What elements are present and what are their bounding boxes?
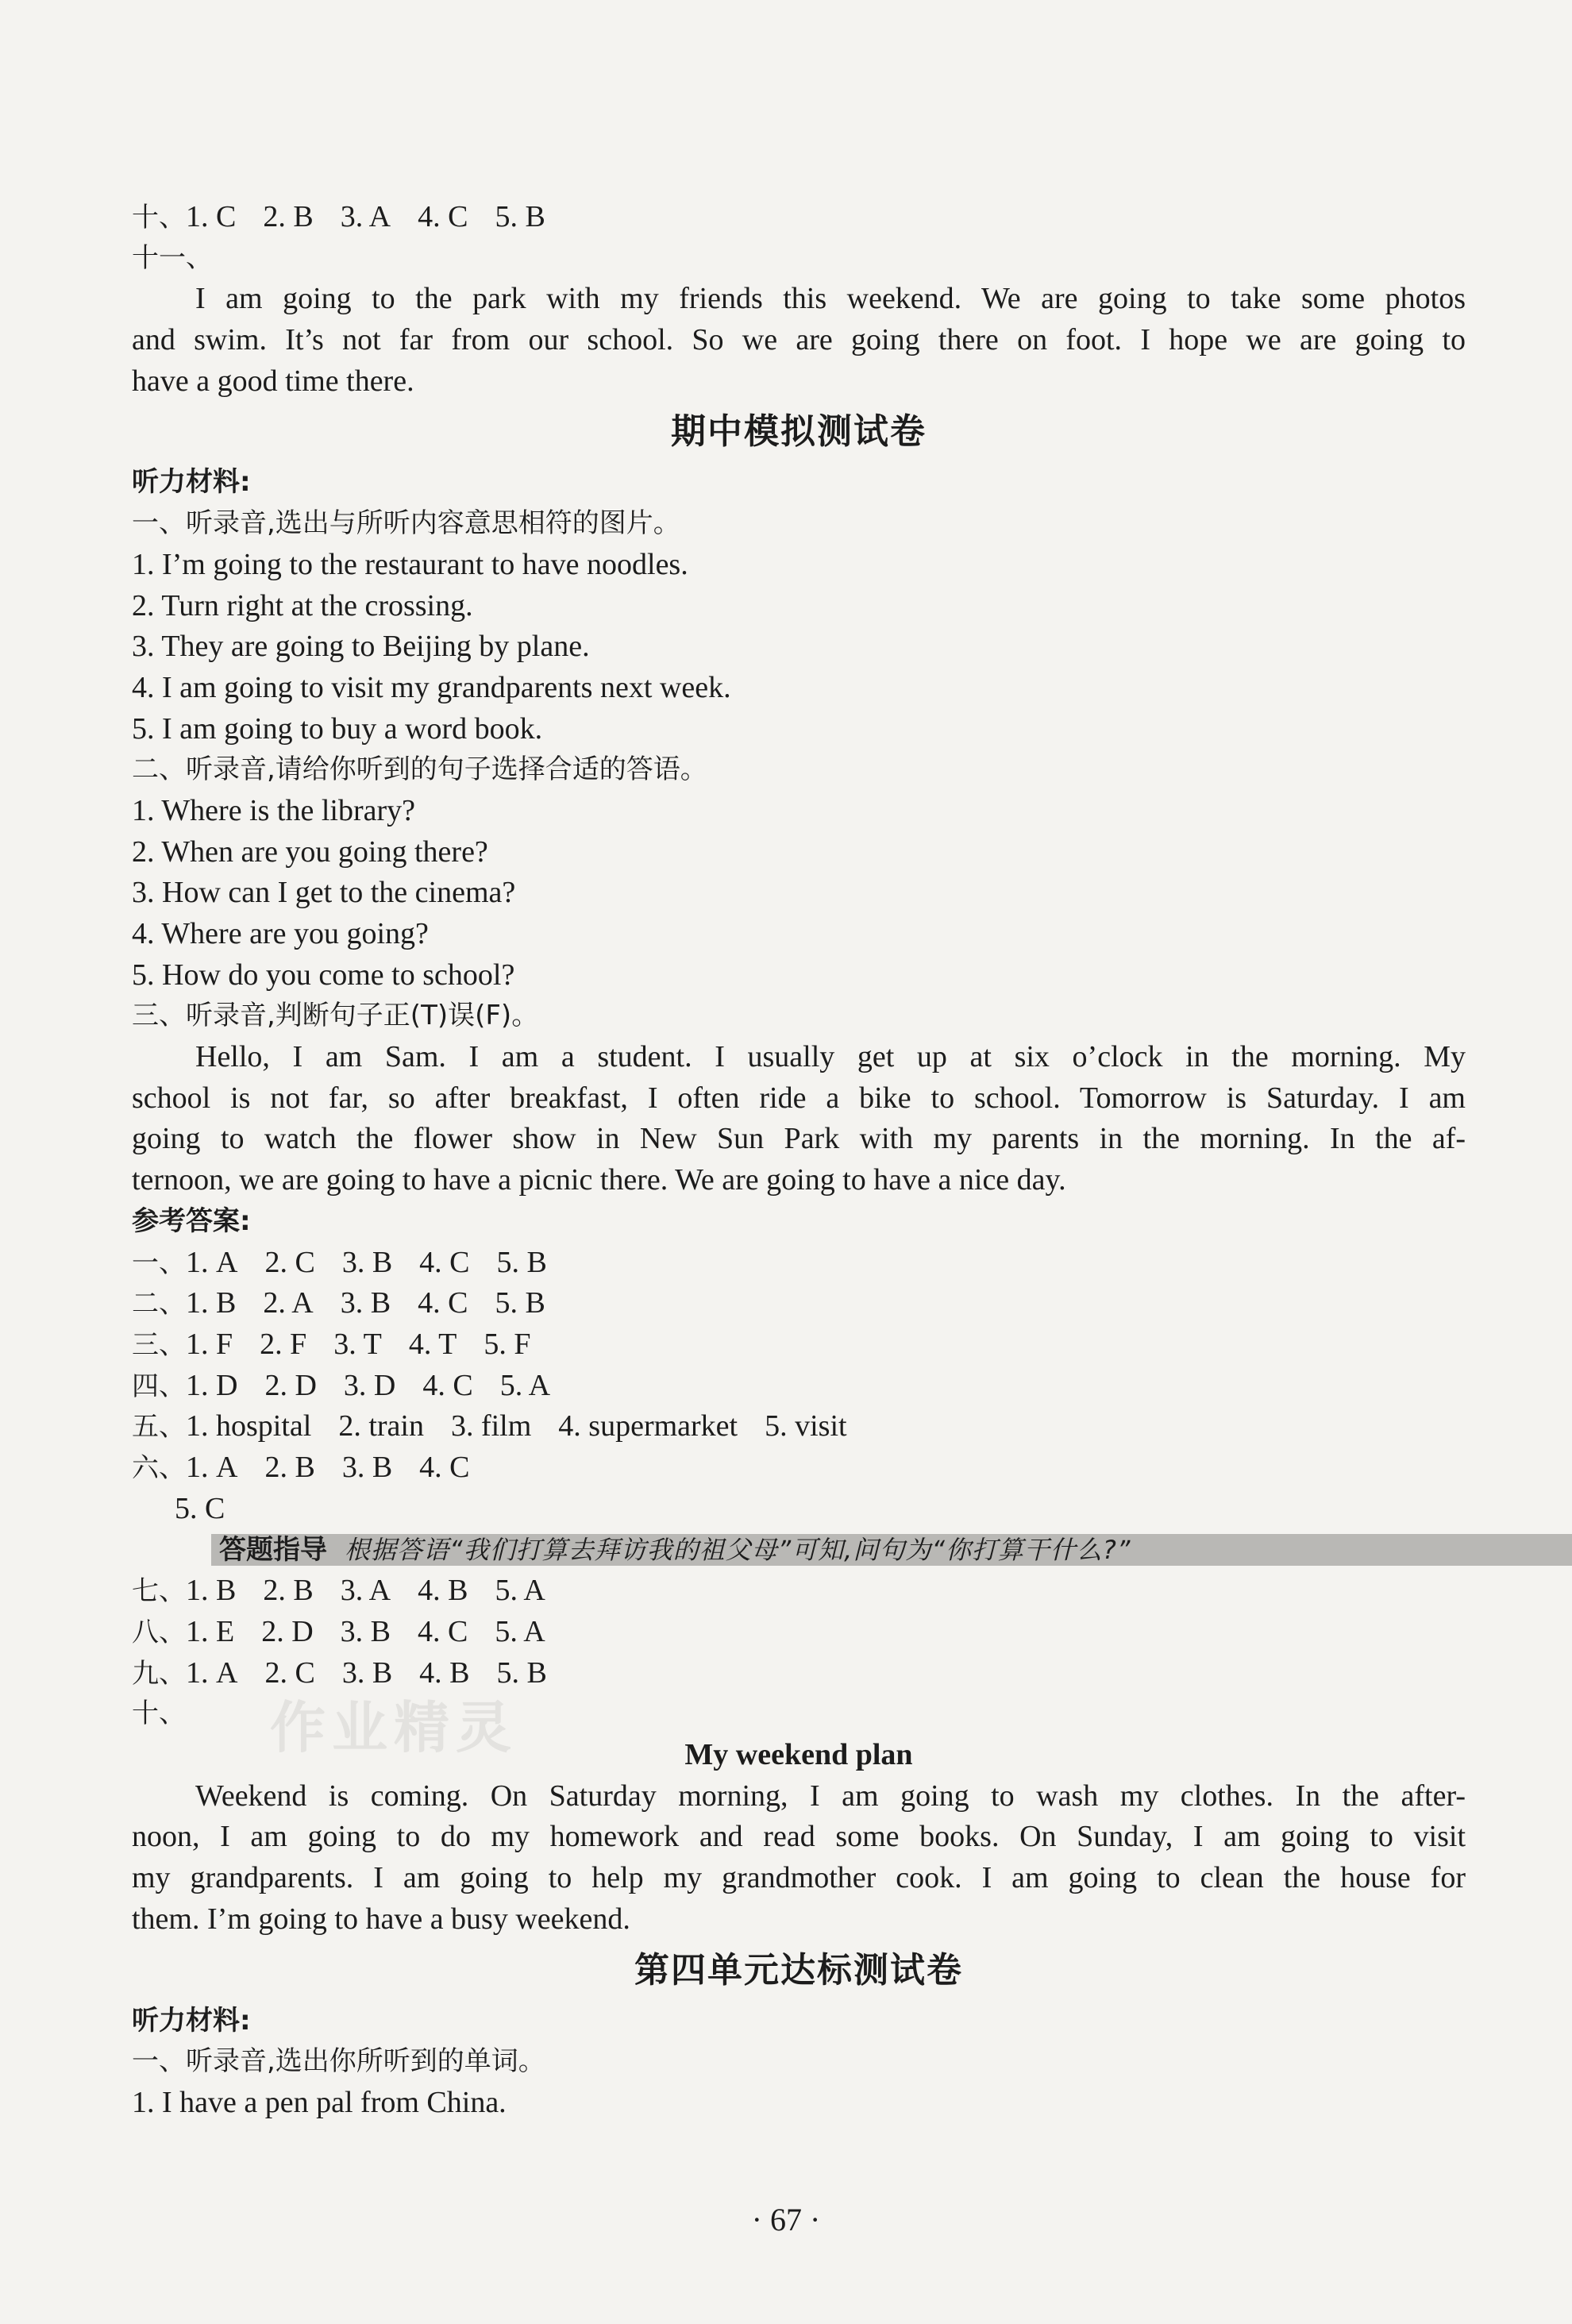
answer-row-extra: 5. C [175, 1491, 225, 1525]
answer-item: 5. B [495, 200, 545, 233]
listening-item: 2. When are you going there? [132, 834, 488, 869]
essay-line: and swim. It’s not far from our school. So we are going there on foot. I hope we are going to [132, 323, 1466, 357]
essay-line: them. I’m going to have a busy weekend. [132, 1902, 630, 1936]
listening-item: 1. I’m going to the restaurant to have noodles. [132, 547, 688, 581]
answer-item: 4. C [418, 200, 468, 233]
q10-label: 十、 [132, 1698, 186, 1730]
passage-line: school is not far, so after breakfast, I often ride a bike to school. Tomorrow is Saturday. I am [132, 1081, 1466, 1115]
page-number: · 67 · [751, 2202, 821, 2237]
guide-text: 根据答语“我们打算去拜访我的祖父母”可知,问句为“你打算干什么?” [345, 1535, 1131, 1566]
answer-row: 八、1. E 2. D 3. B 4. C 5. A [132, 1615, 545, 1648]
listening-item: 3. They are going to Beijing by plane. [132, 630, 590, 664]
answer-row: 五、1. hospital 2. train 3. film 4. supermarket 5. visit [132, 1409, 847, 1443]
part1-title: 一、听录音,选出你所听到的单词。 [132, 2045, 545, 2078]
watermark: 作业精灵 [270, 1695, 518, 1760]
guide-label: 答题指导 [219, 1534, 327, 1567]
listening-title: 听力材料: [132, 466, 251, 499]
answer-item: 1. C [186, 200, 237, 233]
listening-item: 1. Where is the library? [132, 793, 415, 827]
listening-item: 2. Turn right at the crossing. [132, 588, 473, 622]
listening-item: 3. How can I get to the cinema? [132, 876, 516, 910]
listening-item: 5. How do you come to school? [132, 958, 515, 992]
answer-row: 七、1. B 2. B 3. A 4. B 5. A [132, 1574, 545, 1608]
part3-title: 三、听录音,判断句子正(T)误(F)。 [132, 1000, 539, 1032]
passage-line: ternoon, we are going to have a picnic there. We are going to have a nice day. [132, 1163, 1066, 1197]
answer-row: 六、1. A 2. B 3. B 4. C [132, 1450, 470, 1484]
listening-item: 4. I am going to visit my grandparents next week. [132, 670, 731, 704]
answers-title: 参考答案: [132, 1204, 251, 1237]
essay-title: My weekend plan [684, 1738, 913, 1772]
essay-line: I am going to the park with my friends this weekend. We are going to take some photos [195, 282, 1466, 316]
listening-item: 5. I am going to buy a word book. [132, 711, 543, 746]
part2-title: 二、听录音,请给你听到的句子选择合适的答语。 [132, 753, 707, 786]
answer-guide [211, 1534, 1572, 1566]
section-title-unit4: 第四单元达标测试卷 [634, 1949, 963, 1991]
q11-label: 十一、 [132, 241, 213, 274]
part1-title: 一、听录音,选出与所听内容意思相符的图片。 [132, 507, 680, 540]
answer-row: 一、1. A 2. C 3. B 4. C 5. B [132, 1245, 547, 1279]
section-title-midterm: 期中模拟测试卷 [671, 411, 927, 453]
listening-item: 1. I have a pen pal from China. [132, 2085, 507, 2119]
passage-line: Hello, I am Sam. I am a student. I usually get up at six o’clock in the morning. My [195, 1040, 1466, 1074]
answer-row-q10: 十、1. C 2. B 3. A 4. C 5. B [132, 200, 545, 233]
listening-item: 4. Where are you going? [132, 917, 429, 950]
answer-item: 3. A [340, 200, 391, 233]
answer-row: 二、1. B 2. A 3. B 4. C 5. B [132, 1286, 545, 1320]
answer-row: 四、1. D 2. D 3. D 4. C 5. A [132, 1368, 551, 1402]
essay-line: have a good time there. [132, 364, 414, 398]
answer-row: 三、1. F 2. F 3. T 4. T 5. F [132, 1327, 531, 1361]
passage-line: going to watch the flower show in New Sun Park with my parents in the morning. In the af- [132, 1122, 1466, 1156]
essay-line: noon, I am going to do my homework and read some books. On Sunday, I am going to visit [132, 1820, 1466, 1854]
essay-line: my grandparents. I am going to help my grandmother cook. I am going to clean the house for [132, 1861, 1466, 1895]
answer-item: 2. B [263, 200, 314, 233]
page-content [132, 197, 1466, 2124]
answer-row: 九、1. A 2. C 3. B 4. B 5. B [132, 1655, 547, 1690]
essay-line: Weekend is coming. On Saturday morning, I am going to wash my clothes. In the after- [195, 1779, 1466, 1813]
listening-title: 听力材料: [132, 2004, 251, 2037]
